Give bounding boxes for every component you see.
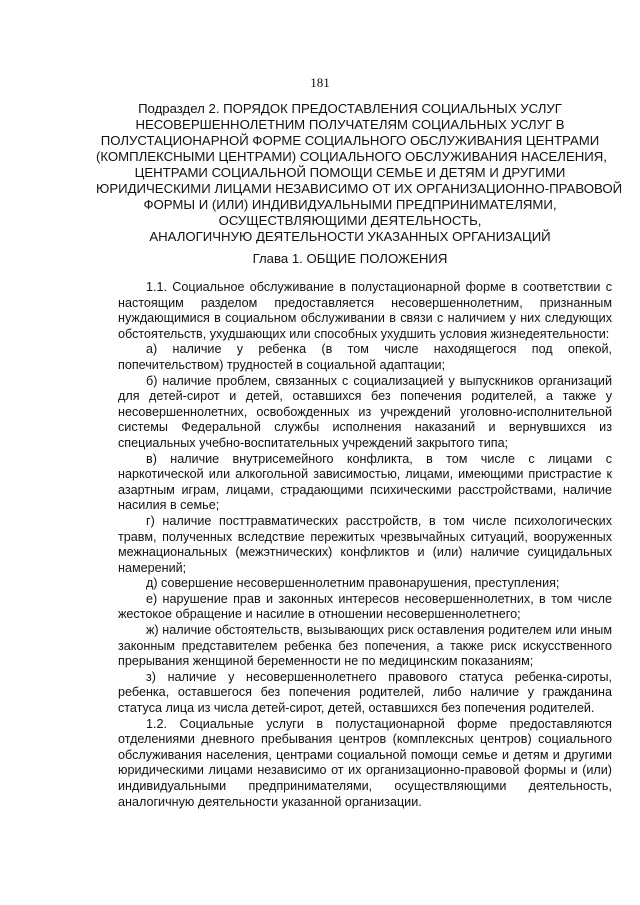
subsection-title-line: НЕСОВЕРШЕННОЛЕТНИМ ПОЛУЧАТЕЛЯМ СОЦИАЛЬНЫХ УСЛУГ В [135,117,565,132]
paragraph-item-g: г) наличие посттравматических расстройств, в том числе психологических травм, полученных вследствие пережитых чрезвычайных ситуаций, вооруженных межнациональных (межэтнических) конфликтов и (или) наличие суицидальных намерений; [118,513,612,575]
paragraph-item-d: д) совершение несовершеннолетним правонарушения, преступления; [146,576,560,591]
paragraph-item-z: з) наличие у несовершеннолетнего правового статуса ребенка-сироты, ребенка, оставшегося без попечения родителей, либо наличие у гражданина статуса лица из числа детей-сирот, детей, оставшихся без попечения родителей. [118,669,612,716]
paragraph-item-e: е) нарушение прав и законных интересов несовершеннолетних, в том числе жестокое обращение и насилие в отношении несовершеннолетнего; [118,591,612,622]
subsection-title-line: (КОМПЛЕКСНЫМИ ЦЕНТРАМИ) СОЦИАЛЬНОГО ОБСЛУЖИВАНИЯ НАСЕЛЕНИЯ, [96,149,607,164]
subsection-title-line: ЦЕНТРАМИ СОЦИАЛЬНОЙ ПОМОЩИ СЕМЬЕ И ДЕТЯМ И ДРУГИМИ [134,165,566,180]
subsection-title-line: ФОРМЫ И (ИЛИ) ИНДИВИДУАЛЬНЫМИ ПРЕДПРИНИМАТЕЛЯМИ, [143,197,557,212]
subsection-title [96,101,623,245]
subsection-title-line: АНАЛОГИЧНУЮ ДЕЯТЕЛЬНОСТИ УКАЗАННЫХ ОРГАНИЗАЦИЙ [149,229,551,244]
paragraph-item-b: б) наличие проблем, связанных с социализацией у выпускников организаций для детей-сирот и детей, оставшихся без попечения родителей, а также у несовершеннолетних, освобожденных из учреждений уголовно-исполнительной системы Федеральной службы исполнения наказаний и вернувшихся из специальных учебно-воспитательных учреждений закрытого типа; [118,373,612,450]
subsection-title-line: Подраздел 2. ПОРЯДОК ПРЕДОСТАВЛЕНИЯ СОЦИАЛЬНЫХ УСЛУГ [138,101,562,116]
paragraph-item-v: в) наличие внутрисемейного конфликта, в том числе с лицами с наркотической или алкогольной зависимостью, лицами, имеющими пристрастие к азартным играм, лицами, страдающими психическими расстройствами, наличие насилия в семье; [118,451,612,513]
page-number: 181 [310,75,330,90]
chapter-title: Глава 1. ОБЩИЕ ПОЛОЖЕНИЯ [252,251,448,266]
document-body [118,280,612,810]
paragraph-item-zh: ж) наличие обстоятельств, вызывающих риск оставления родителем или иным законным представителем ребенка без попечения, а также риск искусственного прерывания женщиной беременности не по медицинским показаниям; [118,623,612,669]
paragraph-1-2: 1.2. Социальные услуги в полустационарной форме предоставляются отделениями дневного пребывания центров (комплексных центров) социального обслуживания населения, центрами социальной помощи семье и детям и другими юридическими лицами независимо от их организационно-правовой формы и (или) индивидуальными предпринимателями, осуществляющими деятельность, аналогичную деятельности указанной организации. [118,716,612,809]
paragraph-1-1: 1.1. Социальное обслуживание в полустационарной форме в соответствии с настоящим разделом предоставляется несовершеннолетним, признанным нуждающимися в социальном обслуживании в связи с наличием у них следующих обстоятельств, ухудшающих или способных ухудшить условия жизнедеятельности: [118,280,612,341]
subsection-title-line: ПОЛУСТАЦИОНАРНОЙ ФОРМЕ СОЦИАЛЬНОГО ОБСЛУЖИВАНИЯ ЦЕНТРАМИ [100,133,600,148]
subsection-title-line: ЮРИДИЧЕСКИМИ ЛИЦАМИ НЕЗАВИСИМО ОТ ИХ ОРГАНИЗАЦИОННО-ПРАВОВОЙ [96,181,623,196]
paragraph-item-a: а) наличие у ребенка (в том числе находящегося под опекой, попечительством) трудностей в социальной адаптации; [118,342,612,372]
subsection-title-line: ОСУЩЕСТВЛЯЮЩИМИ ДЕЯТЕЛЬНОСТЬ, [218,213,482,228]
